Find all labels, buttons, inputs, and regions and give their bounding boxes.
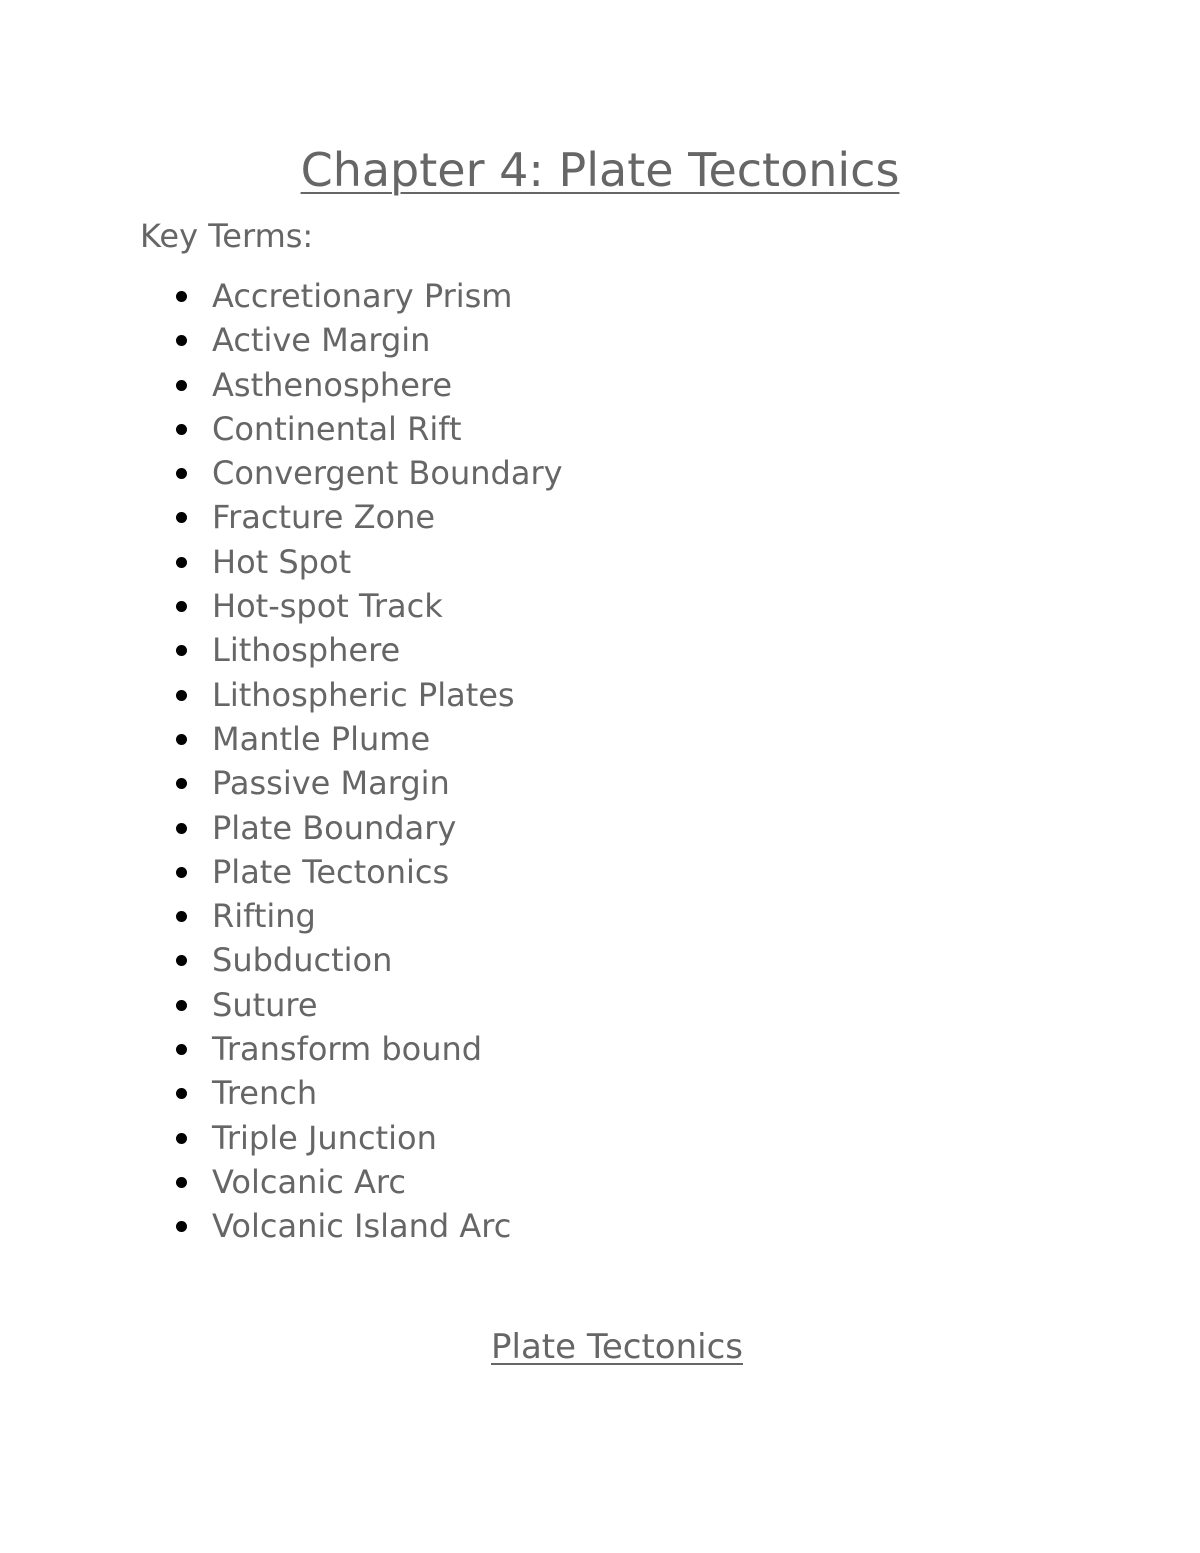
list-item bbox=[140, 628, 563, 672]
bullet-icon bbox=[176, 291, 187, 302]
key-term-text: Volcanic Island Arc bbox=[212, 1207, 512, 1246]
bullet-icon bbox=[176, 778, 187, 789]
bullet-icon bbox=[176, 335, 187, 346]
key-term-text: Asthenosphere bbox=[212, 365, 453, 404]
list-item bbox=[140, 850, 563, 894]
bullet-icon bbox=[176, 1221, 187, 1232]
list-item bbox=[140, 1160, 563, 1204]
list-item bbox=[140, 894, 563, 938]
list-item bbox=[140, 806, 563, 850]
bullet-icon bbox=[176, 867, 187, 878]
key-term-text: Transform bound bbox=[212, 1030, 483, 1069]
key-term-text: Triple Junction bbox=[212, 1118, 437, 1157]
key-term-text: Fracture Zone bbox=[212, 498, 436, 537]
page-title bbox=[0, 140, 1200, 200]
bullet-icon bbox=[176, 468, 187, 479]
list-item bbox=[140, 407, 563, 451]
list-item bbox=[140, 274, 563, 318]
key-term-text: Passive Margin bbox=[212, 764, 450, 803]
key-term-text: Continental Rift bbox=[212, 409, 462, 448]
bullet-icon bbox=[176, 1000, 187, 1011]
bullet-icon bbox=[176, 1088, 187, 1099]
list-item bbox=[140, 363, 563, 407]
bullet-icon bbox=[176, 424, 187, 435]
list-item bbox=[140, 1071, 563, 1115]
list-item bbox=[140, 1116, 563, 1160]
key-terms-label: Key Terms: bbox=[140, 217, 314, 255]
key-term-text: Suture bbox=[212, 985, 318, 1024]
list-item bbox=[140, 717, 563, 761]
section-heading-text: Plate Tectonics bbox=[491, 1327, 743, 1367]
section-heading bbox=[0, 1324, 1200, 1370]
page-title-text: Chapter 4: Plate Tectonics bbox=[300, 143, 900, 197]
bullet-icon bbox=[176, 911, 187, 922]
bullet-icon bbox=[176, 1133, 187, 1144]
bullet-icon bbox=[176, 690, 187, 701]
key-term-text: Lithospheric Plates bbox=[212, 675, 515, 714]
key-term-text: Active Margin bbox=[212, 321, 431, 360]
list-item bbox=[140, 983, 563, 1027]
list-item bbox=[140, 451, 563, 495]
bullet-icon bbox=[176, 823, 187, 834]
key-term-text: Subduction bbox=[212, 941, 393, 980]
list-item bbox=[140, 1204, 563, 1248]
key-term-text: Volcanic Arc bbox=[212, 1162, 406, 1201]
list-item bbox=[140, 673, 563, 717]
bullet-icon bbox=[176, 734, 187, 745]
key-term-text: Rifting bbox=[212, 897, 316, 936]
list-item bbox=[140, 1027, 563, 1071]
bullet-icon bbox=[176, 380, 187, 391]
list-item bbox=[140, 495, 563, 539]
bullet-icon bbox=[176, 645, 187, 656]
bullet-icon bbox=[176, 1177, 187, 1188]
list-item bbox=[140, 761, 563, 805]
bullet-icon bbox=[176, 557, 187, 568]
list-item bbox=[140, 318, 563, 362]
key-term-text: Trench bbox=[212, 1074, 318, 1113]
key-term-text: Mantle Plume bbox=[212, 719, 431, 758]
key-term-text: Plate Tectonics bbox=[212, 852, 450, 891]
bullet-icon bbox=[176, 512, 187, 523]
list-item bbox=[140, 540, 563, 584]
list-item bbox=[140, 584, 563, 628]
bullet-icon bbox=[176, 601, 187, 612]
key-term-text: Plate Boundary bbox=[212, 808, 457, 847]
bullet-icon bbox=[176, 955, 187, 966]
key-term-text: Hot-spot Track bbox=[212, 587, 443, 626]
key-term-text: Accretionary Prism bbox=[212, 277, 513, 315]
list-item bbox=[140, 938, 563, 982]
bullet-icon bbox=[176, 1044, 187, 1055]
key-term-text: Lithosphere bbox=[212, 631, 401, 670]
key-term-text: Convergent Boundary bbox=[212, 454, 563, 493]
key-terms-list bbox=[140, 274, 563, 1249]
key-term-text: Hot Spot bbox=[212, 542, 352, 581]
